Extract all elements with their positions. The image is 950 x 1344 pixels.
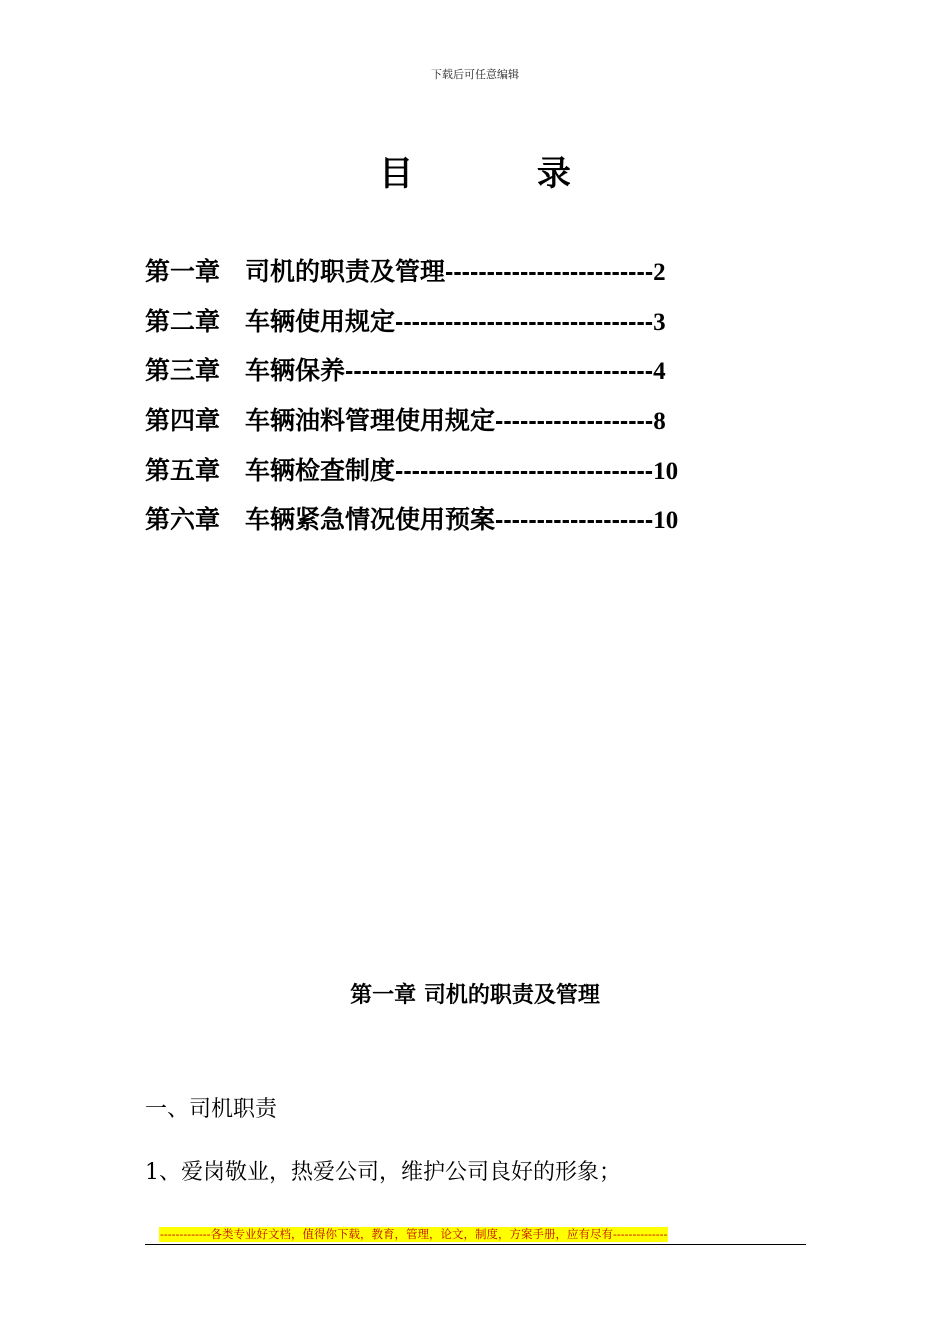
toc-entry[interactable] — [145, 498, 785, 548]
toc-chapter-number: 第五章 — [145, 455, 221, 485]
toc-chapter-name: 车辆使用规定 — [245, 306, 396, 336]
section-heading: 一、司机职责 — [145, 1097, 278, 1122]
toc-entry[interactable] — [145, 300, 785, 350]
toc-chapter-number: 第四章 — [145, 406, 221, 436]
toc-entry[interactable] — [145, 349, 785, 399]
footer-promo-banner: -------------各类专业好文档，值得你下载，教育，管理，论文，制度，方案手册，应有尽有-------------- — [160, 1227, 668, 1241]
toc-page-number: 10 — [653, 507, 679, 535]
toc-leader-dots: ------------------------------------- — [345, 357, 654, 386]
toc-chapter-name: 司机的职责及管理 — [245, 257, 446, 286]
toc-chapter-number: 第六章 — [145, 505, 221, 535]
toc-page-number: 2 — [653, 259, 666, 286]
toc-leader-dots: ------------------- — [495, 506, 654, 535]
toc-entry[interactable] — [145, 399, 785, 449]
toc-leader-dots: ------------------------- — [445, 258, 654, 286]
toc-entry[interactable] — [145, 250, 785, 300]
toc-title: 目 录 — [379, 154, 627, 194]
page-header-note: 下载后可任意编辑 — [431, 68, 519, 81]
toc-chapter-name: 车辆检查制度 — [245, 455, 396, 485]
toc-chapter-number: 第一章 — [145, 257, 221, 286]
toc-leader-dots: ------------------------------- — [395, 456, 654, 485]
toc-page-number: 8 — [653, 408, 666, 436]
toc-leader-dots: ------------------- — [495, 407, 654, 436]
toc-chapter-name: 车辆紧急情况使用预案 — [245, 505, 496, 535]
toc-chapter-name: 车辆油料管理使用规定 — [245, 406, 496, 436]
toc-page-number: 10 — [653, 457, 679, 485]
toc-chapter-name: 车辆保养 — [245, 356, 346, 386]
chapter-heading: 第一章 司机的职责及管理 — [350, 983, 600, 1008]
body-list-item: 1、爱岗敬业，热爱公司，维护公司良好的形象； — [145, 1160, 621, 1185]
toc-page-number: 3 — [653, 308, 666, 336]
toc-chapter-number: 第三章 — [145, 356, 221, 386]
toc-entry[interactable] — [145, 449, 785, 499]
toc-page-number: 4 — [653, 358, 666, 386]
toc-leader-dots: ------------------------------- — [395, 307, 654, 336]
footer-divider — [145, 1244, 806, 1245]
toc-chapter-number: 第二章 — [145, 306, 221, 336]
table-of-contents — [145, 250, 785, 548]
